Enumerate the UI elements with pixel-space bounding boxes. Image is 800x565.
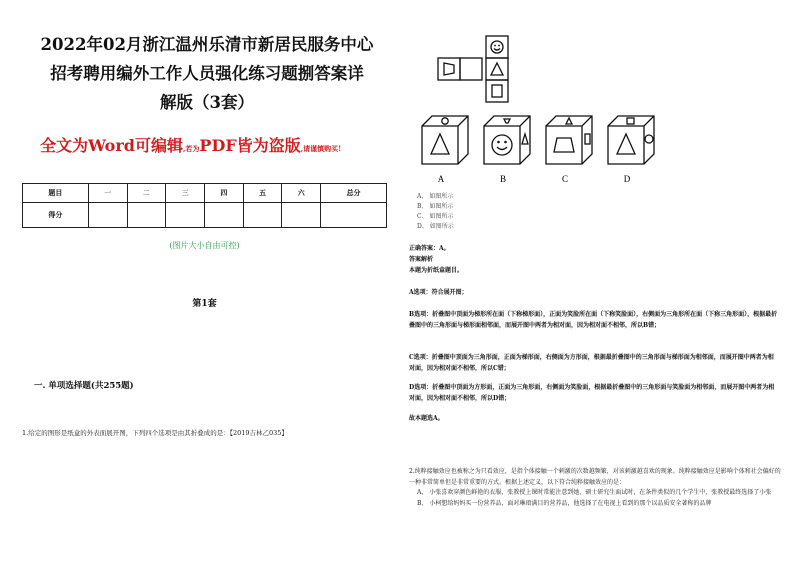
net-face-smiley — [486, 36, 508, 58]
header-cell-2: 二 — [127, 184, 166, 203]
header-cell-6: 六 — [282, 184, 321, 203]
set-title: 第1套 — [192, 299, 217, 309]
question-2-option-b: B、 小柯想给妈妈买一份营养品，面对琳琅满目的营养品，他选择了在电视上看到的那个以品质安全著称的品牌 — [417, 499, 712, 507]
score-cell — [127, 203, 166, 228]
net-face-square — [486, 80, 508, 102]
section-title: 一. 单项选择题(共255题) — [34, 381, 134, 391]
net-face-triangle — [486, 58, 508, 80]
analysis-option-c: C选项：折叠图中顶面为三角形面，正面为梯形面，右侧面为方形面，根据最折叠图中的三角形面与梯形面为相邻面，而展开图中两者为相对面，因为相对面不相邻，所以C错； — [409, 354, 774, 372]
document-title — [22, 30, 392, 117]
analysis-label: 答案解析 — [409, 256, 434, 263]
question-2-option-a: A、 小张喜欢穿颜色鲜艳的衣服，张教授上课时常能注意到她，硕士研究生面试时，在条件类似的几个学生中，张教授最终选择了小张 — [417, 489, 772, 496]
cube-option-d — [608, 116, 654, 164]
option-b: B、 如图所示 — [417, 203, 454, 210]
triangle-icon — [522, 134, 528, 144]
cube-label-d: D — [623, 174, 631, 184]
cube-options-figure — [410, 112, 680, 187]
triangle-icon — [617, 134, 635, 154]
header-cell-3: 三 — [166, 184, 205, 203]
cube-option-a — [422, 116, 468, 164]
score-row — [23, 203, 387, 228]
title-line-2: 招考聘用编外工作人员强化练习题捌答案详 — [50, 64, 364, 83]
header-cell-topic: 题目 — [23, 184, 89, 203]
image-caption: (图片大小自由可控) — [169, 241, 240, 250]
correct-answer: 正确答案：A。 — [409, 245, 450, 252]
option-d: D、 如图所示 — [417, 223, 454, 230]
trapezoid-icon — [504, 119, 510, 123]
triangle-icon — [491, 63, 503, 75]
analysis-option-b: B选项：折叠图中顶面为梯形所在面（下称梯形面），正面为笑脸所在面（下称笑脸面），右侧面为三角形所在面（下称三角形面），根据最折叠图中的三角形面与梯形面相邻面，而展开图中两者为相对面，因为相对面不相邻，所以B错； — [409, 311, 778, 329]
notice-caution: ,请谨慎购买! — [300, 144, 342, 153]
score-header-row — [23, 184, 387, 203]
smiley-icon — [645, 135, 653, 143]
question-2-stem: 2.纯粹接触效应也被称之为只看效应，是指个体接触一个刺激的次数越频繁，对该刺激越喜欢的现象。纯粹接触效应是影响个体和社会偏好的一种非常简单但是非常重要的方式。根据上述定义，以下符合纯粹接触效应的是： — [409, 468, 781, 486]
analysis-topic: 本题为折纸盒题目。 — [409, 267, 464, 274]
notice-editable: 全文为Word可编辑 — [40, 136, 183, 155]
smiley-icon — [442, 118, 448, 124]
trapezoid-icon — [444, 63, 454, 75]
option-a: A、 如图所示 — [417, 193, 454, 200]
triangle-icon — [431, 134, 449, 154]
square-icon — [627, 118, 634, 124]
score-cell — [88, 203, 127, 228]
score-row-label: 得分 — [23, 203, 89, 228]
header-cell-1: 一 — [88, 184, 127, 203]
question-2 — [409, 467, 781, 509]
box-net-figure — [432, 32, 542, 112]
cube-label-b: B — [499, 174, 507, 184]
title-line-1: 2022年02月浙江温州乐清市新居民服务中心 — [40, 35, 374, 54]
smiley-icon — [491, 41, 503, 53]
header-cell-total: 总分 — [321, 184, 387, 203]
cube-option-c — [546, 116, 592, 164]
net-face-trapezoid — [438, 58, 460, 80]
score-cell — [204, 203, 243, 228]
piracy-notice — [40, 133, 380, 156]
score-cell — [243, 203, 282, 228]
analysis-conclusion: 故本题选A。 — [409, 415, 444, 422]
square-icon — [585, 134, 590, 144]
cube-label-c: C — [561, 174, 569, 184]
triangle-icon — [566, 118, 572, 124]
notice-pdf: PDF皆为盗版 — [199, 136, 301, 155]
options-list — [417, 192, 454, 232]
header-cell-4: 四 — [204, 184, 243, 203]
header-cell-5: 五 — [243, 184, 282, 203]
notice-if: ,若为 — [182, 144, 200, 153]
score-cell — [282, 203, 321, 228]
trapezoid-icon — [554, 138, 574, 152]
score-cell — [321, 203, 387, 228]
analysis-option-d: D选项：折叠图中顶面为方形面，正面为三角形面，右侧面为笑脸面，根据最折叠图中的三角形面与笑脸面为相邻面，而展开图中两者为相对面，因为相对面不相邻，所以D错； — [409, 384, 775, 402]
option-c: C、 如图所示 — [417, 213, 454, 220]
question-1-stem: 1.给定的图形是纸盒的外表面展开图，下列四个选项是由其折叠成的是：【2019吉林乙035】 — [22, 429, 288, 437]
net-face-blank — [460, 58, 482, 80]
smiley-icon — [492, 135, 512, 155]
square-icon — [492, 85, 502, 97]
cube-label-a: A — [437, 174, 445, 184]
score-table — [22, 183, 387, 228]
score-cell — [166, 203, 205, 228]
cube-option-b — [484, 116, 530, 164]
title-line-3: 解版（3套） — [160, 93, 254, 112]
analysis-option-a: A选项：符合展开图； — [409, 289, 468, 296]
